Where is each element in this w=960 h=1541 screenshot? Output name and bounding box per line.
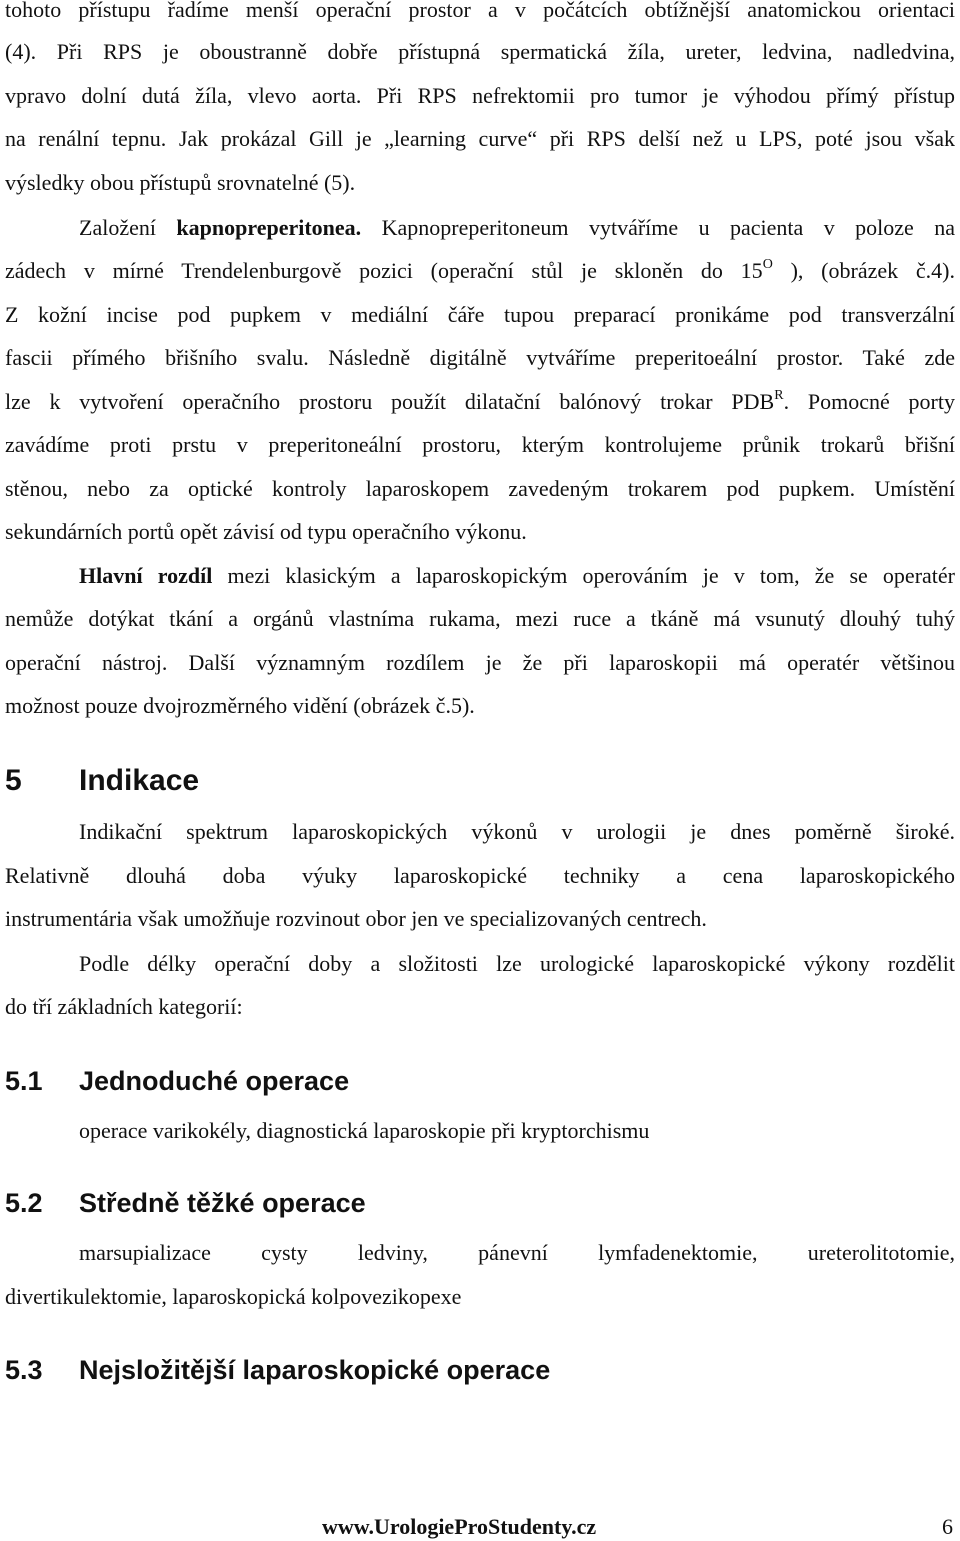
section-5-2-line-1: marsupializace cysty ledviny, pánevní lymfadenektomie, ureterolitotomie, bbox=[79, 1240, 955, 1265]
paragraph-1-line-3: vpravo dolní dutá žíla, vlevo aorta. Při RPS nefrektomii pro tumor je výhodou přímý přístup bbox=[5, 83, 955, 108]
section-5-2-heading bbox=[5, 1187, 366, 1219]
paragraph-2-line-2: zádech v mírné Trendelenburgově pozici (operační stůl je skloněn do $15^O$ ), (obrázek č.4). bbox=[5, 257, 955, 283]
section-5-heading bbox=[5, 763, 199, 799]
section-5-3-heading bbox=[5, 1354, 550, 1386]
page-number: 6 bbox=[942, 1514, 953, 1539]
section-5-title: Indikace bbox=[79, 764, 200, 797]
section-5-paragraph-1-line-1: Indikační spektrum laparoskopických výkonů v urologii je dnes poměrně široké. bbox=[79, 819, 955, 844]
section-5-paragraph-1-line-2: Relativně dlouhá doba výuky laparoskopické techniky a cena laparoskopického bbox=[5, 863, 955, 888]
bold-term-hlavni-rozdil: Hlavní rozdíl bbox=[79, 563, 213, 588]
paragraph-3-line-3: operační nástroj. Další významným rozdílem je že při laparoskopii má operatér většinou bbox=[5, 650, 955, 675]
section-5-1-text: operace varikokély, diagnostická laparoskopie při kryptorchismu bbox=[79, 1118, 650, 1143]
paragraph-1-line-4: na renální tepnu. Jak prokázal Gill je „learning curve“ při RPS delší než u LPS, poté jsou však bbox=[5, 126, 955, 151]
paragraph-3-line-4: možnost pouze dvojrozměrného vidění (obrázek č.5). bbox=[5, 693, 475, 718]
paragraph-2-line-8: sekundárních portů opět závisí od typu operačního výkonu. bbox=[5, 519, 527, 544]
section-5-paragraph-2-line-2: do tří základních kategorií: bbox=[5, 994, 243, 1019]
paragraph-2-line-7: stěnou, nebo za optické kontroly laparoskopem zavedeným trokarem pod pupkem. Umístění bbox=[5, 476, 955, 501]
section-5-paragraph-1-line-3: instrumentária však umožňuje rozvinout obor jen ve specializovaných centrech. bbox=[5, 906, 707, 931]
paragraph-3-line-2: nemůže dotýkat tkání a orgánů vlastníma rukama, mezi ruce a tkáně má vsunutý dlouhý tuhý bbox=[5, 606, 955, 631]
bold-term-kapnopreperitonea: kapnopreperitonea. bbox=[176, 215, 362, 240]
paragraph-1-line-5: výsledky obou přístupů srovnatelné (5). bbox=[5, 170, 356, 195]
superscript-registered: R bbox=[774, 388, 784, 403]
superscript-degree: O bbox=[762, 257, 773, 272]
section-5-number: 5 bbox=[5, 764, 22, 797]
section-5-1-number: 5.1 bbox=[5, 1066, 43, 1096]
footer-website-url: www.UrologieProStudenty.cz bbox=[322, 1514, 597, 1539]
section-5-2-title: Středně těžké operace bbox=[79, 1188, 366, 1218]
section-5-3-title: Nejsložitější laparoskopické operace bbox=[79, 1355, 551, 1385]
paragraph-2-line-4: fascii přímého břišního svalu. Následně digitálně vytváříme preperitoeální prostor. Také zde bbox=[5, 345, 955, 370]
section-5-3-number: 5.3 bbox=[5, 1355, 43, 1385]
section-5-2-number: 5.2 bbox=[5, 1188, 43, 1218]
paragraph-2-line-5: lze k vytvoření operačního prostoru použít dilatační balónový trokar $PDB^R$. Pomocné porty bbox=[5, 388, 955, 414]
section-5-1-heading bbox=[5, 1065, 349, 1097]
section-5-2-line-2: divertikulektomie, laparoskopická kolpovezikopexe bbox=[5, 1284, 462, 1309]
paragraph-3-line-1: Hlavní rozdíl mezi klasickým a laparoskopickým operováním je v tom, že se operatér bbox=[79, 563, 955, 588]
paragraph-2-line-1: Založení kapnopreperitonea. Kapnopreperitoneum vytváříme u pacienta v poloze na bbox=[79, 215, 955, 240]
paragraph-2-line-3: Z kožní incise pod pupkem v mediální čáře tupou preparací pronikáme pod transverzální bbox=[5, 302, 955, 327]
section-5-1-title: Jednoduché operace bbox=[79, 1066, 350, 1096]
paragraph-2-line-6: zavádíme proti prstu v preperitoneální prostoru, kterým kontrolujeme průnik trokarů břišní bbox=[5, 432, 955, 457]
paragraph-1-line-2: (4). Při RPS je oboustranně dobře přístupná spermatická žíla, ureter, ledvina, nadledvina, bbox=[5, 39, 955, 64]
section-5-paragraph-2-line-1: Podle délky operační doby a složitosti lze urologické laparoskopické výkony rozdělit bbox=[79, 951, 955, 976]
paragraph-1-line-1: tohoto přístupu řadíme menší operační prostor a v počátcích obtížnější anatomickou orientaci bbox=[5, 0, 955, 22]
